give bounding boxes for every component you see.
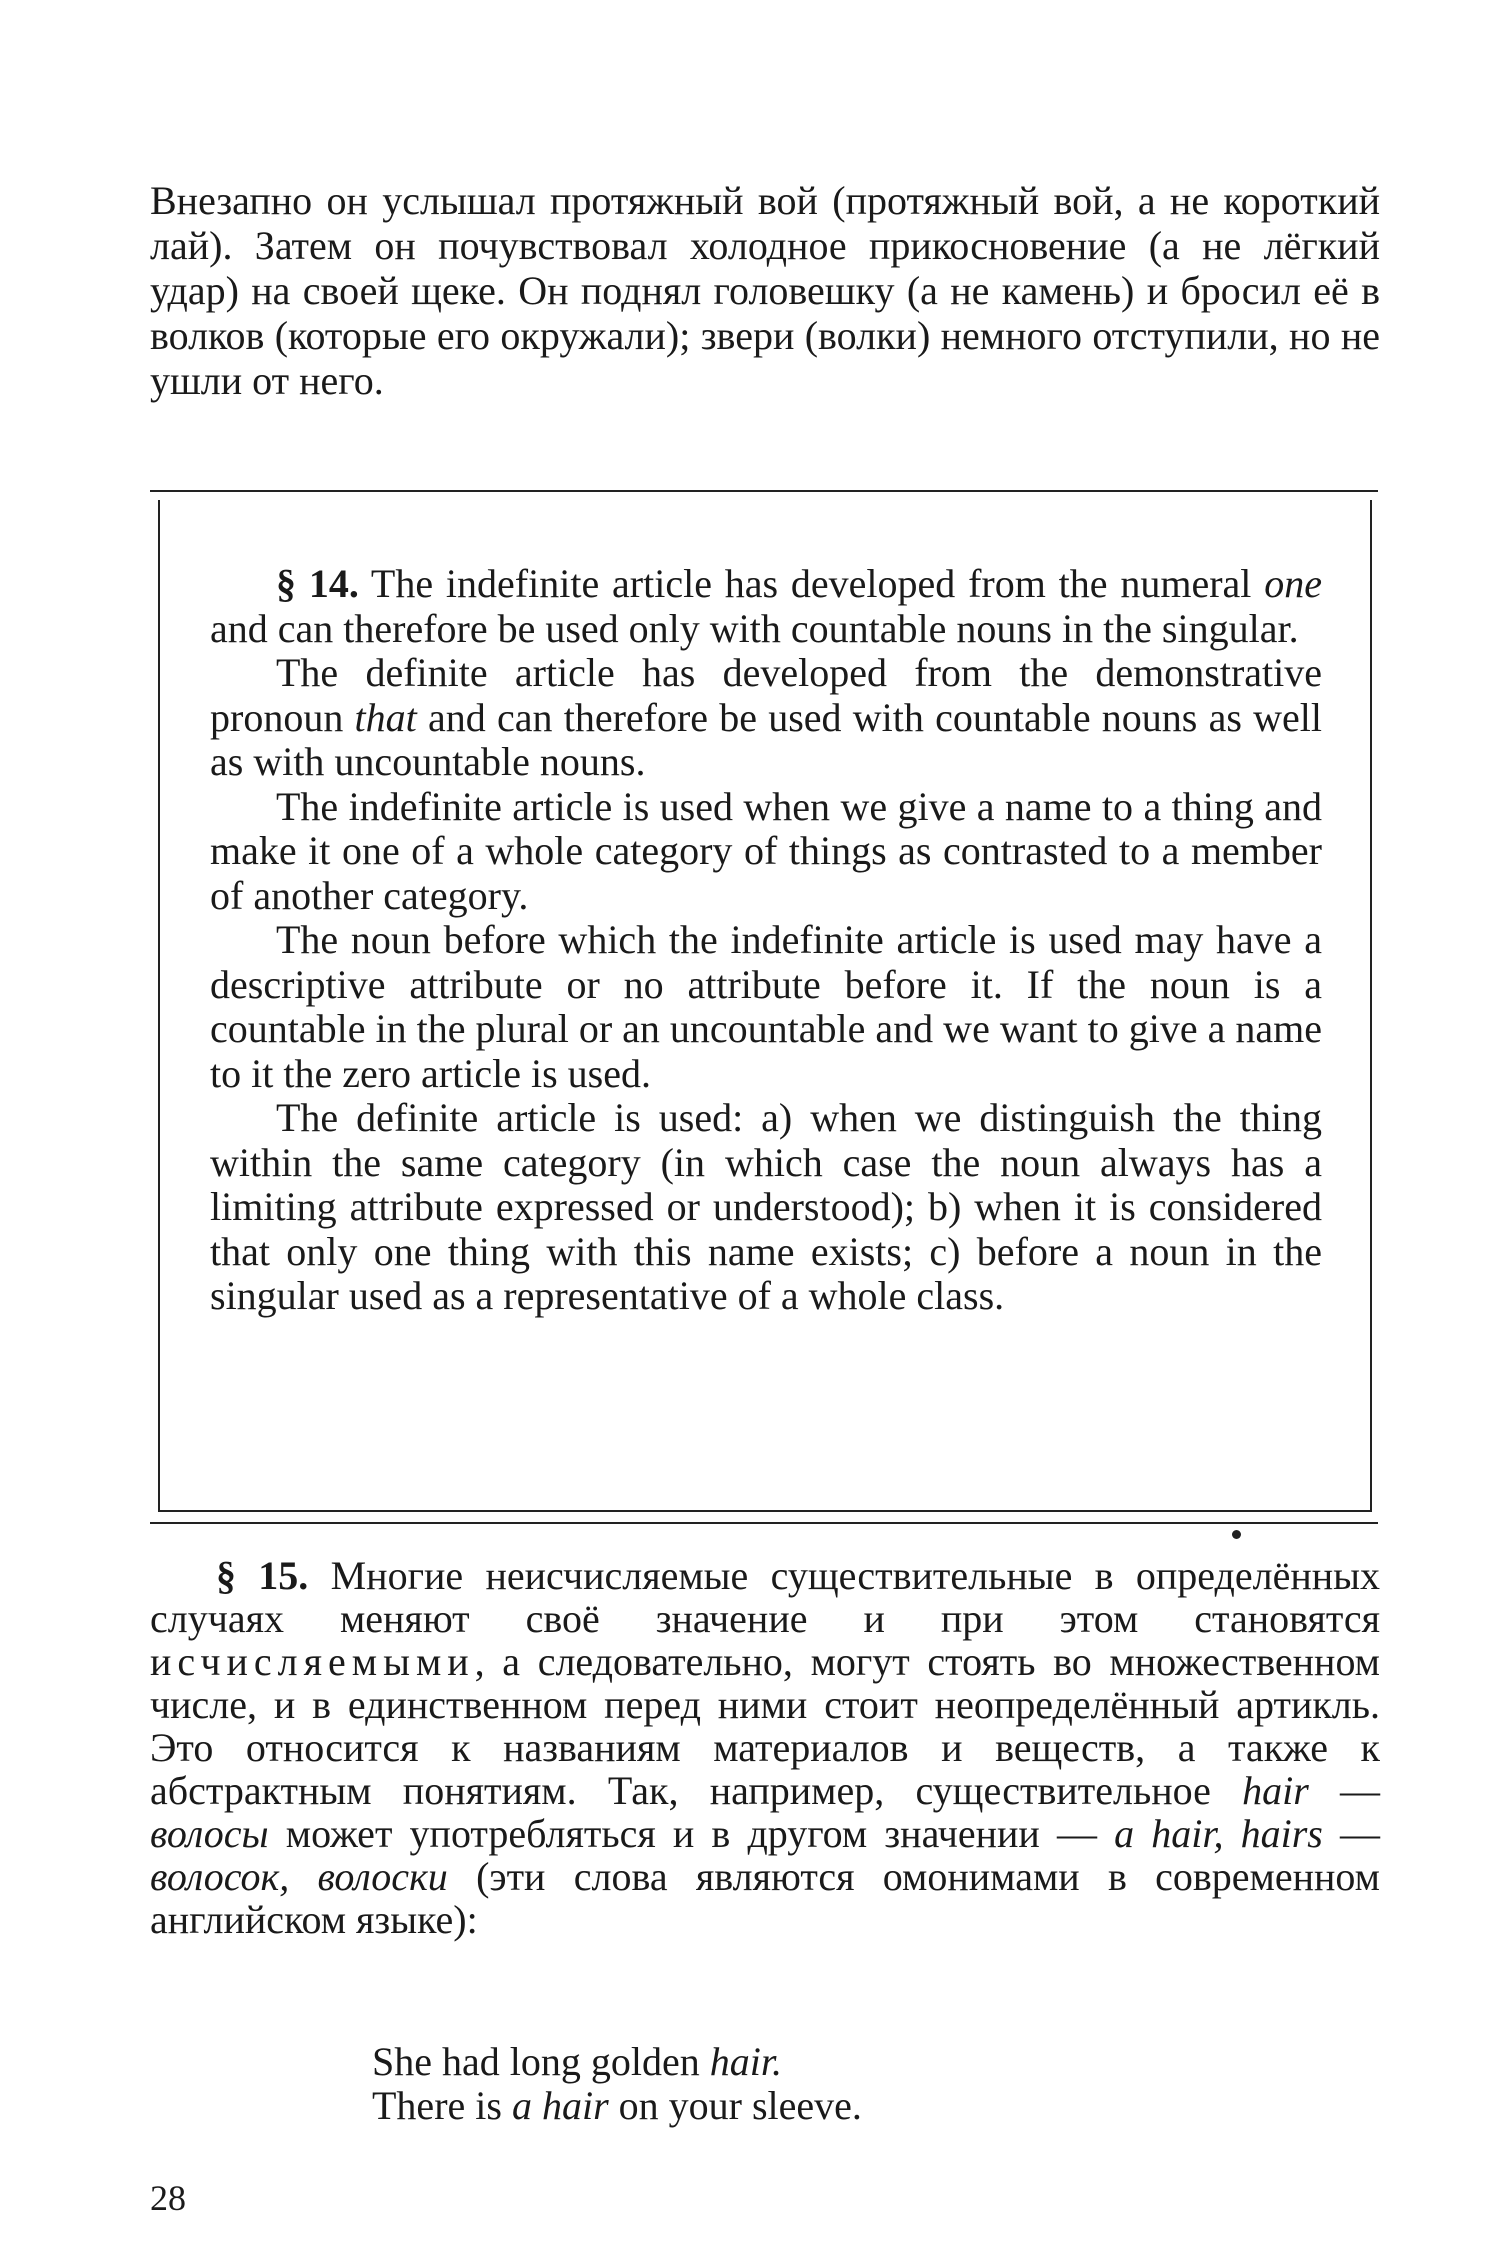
p2-italic: that <box>354 694 417 740</box>
rule-box <box>158 500 1372 1512</box>
section-14-text-a: The indefinite article has developed from the numeral <box>358 561 1265 606</box>
section-15-number: § 15. <box>216 1553 309 1598</box>
ex2-text-a: There is <box>372 2083 512 2128</box>
example-sentences <box>372 2040 862 2128</box>
section-14-text-b: and can therefore be used only with countable nouns in the singular. <box>210 605 1299 651</box>
definite-usage-paragraph: The definite article is used: a) when we distinguish the thing within the same category (in which case the noun always has a limiting attribute expressed or understood); b) when it is considered that only one thing with this name exists; c) before a noun in the singular used as a representative of a whole class. <box>210 1095 1322 1318</box>
s15-dash-2: — <box>1322 1811 1380 1856</box>
s15-italic-volosok: волосок, волоски <box>150 1854 448 1899</box>
s15-dash-1: — <box>1308 1768 1380 1813</box>
zero-article-paragraph: The noun before which the indefinite article is used may have a descriptive attribute or no attribute before it. If the noun is a countable in the plural or an uncountable and we want to give a name to it the zero article is used. <box>210 917 1322 1096</box>
p2-text-a: The definite article has developed from the demonstrative pronoun <box>210 650 1322 740</box>
ex2-text-b: on your sleeve. <box>608 2083 862 2128</box>
s15-text-c: (эти слова являются омонимами в современном английском языке): <box>150 1854 1380 1942</box>
box-top-rule <box>150 490 1378 492</box>
ex2-italic: a hair <box>511 2083 609 2128</box>
example-1 <box>372 2040 862 2084</box>
s15-text-a: Многие неисчисляемые существительные в определённых случаях меняют своё значение и при этом становятся <box>150 1553 1381 1641</box>
ex1-italic: hair. <box>709 2039 782 2084</box>
section-14-paragraph <box>210 562 1322 651</box>
indefinite-usage-paragraph: The indefinite article is used when we give a name to a thing and make it one of a whole category of things as contrasted to a member of another category. <box>210 783 1322 918</box>
ex1-text: She had long golden <box>372 2039 710 2084</box>
rule-box-content <box>210 562 1322 1319</box>
section-14-number: § 14. <box>276 561 359 606</box>
definite-article-origin-paragraph <box>210 651 1322 785</box>
s15-italic-volosy: волосы <box>150 1811 269 1856</box>
s15-italic-hair: hair <box>1242 1768 1309 1813</box>
s15-spaced-word: исчисляемыми <box>150 1639 475 1684</box>
box-bottom-rule <box>150 1522 1378 1524</box>
example-2 <box>372 2084 862 2128</box>
ink-dot <box>1232 1530 1241 1539</box>
page-number: 28 <box>150 2178 186 2218</box>
s15-italic-a-hair: a hair, hairs <box>1114 1811 1323 1856</box>
section-14-italic: one <box>1264 561 1323 606</box>
s15-text-t2: может употребляться и в другом значении — <box>268 1811 1115 1856</box>
top-paragraph: Внезапно он услышал протяжный вой (протяжный вой, а не короткий лай). Затем он почувствовал холодное прикосновение (а не лёгкий удар) на своей щеке. Он поднял головешку (а не камень) и бросил её в волков (которые его окружали); звери (волки) немного отступили, но не ушли от него. <box>150 178 1380 403</box>
section-15-paragraph <box>150 1554 1380 1941</box>
p2-text-b: and can therefore be used with countable nouns as well as with uncountable nouns. <box>210 694 1322 784</box>
s15-text-b: , а следовательно, могут стоять во множественном числе, и в единственном перед ними стоит неопределённый артикль. Это относится к названиям материалов и веществ, а также к абстрактным понятиям. Так, например, существительное <box>150 1639 1380 1813</box>
